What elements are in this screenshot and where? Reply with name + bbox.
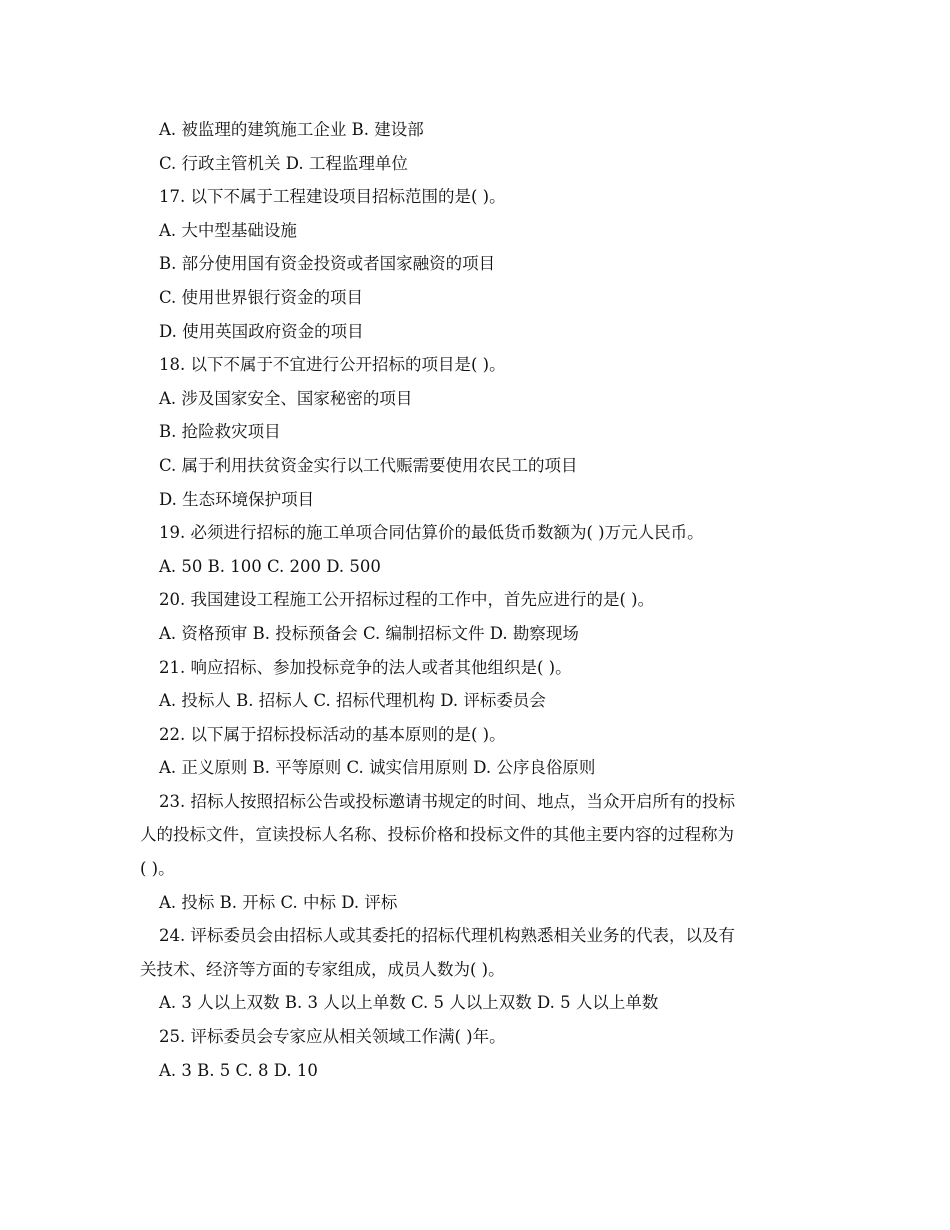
text-line: C. 属于利用扶贫资金实行以工代赈需要使用农民工的项目 <box>159 455 578 475</box>
text-line: 22. 以下属于招标投标活动的基本原则的是( )。 <box>159 724 506 744</box>
text-line: D. 使用英国政府资金的项目 <box>159 321 364 341</box>
text-line: D. 生态环境保护项目 <box>159 489 315 509</box>
text-line: 17. 以下不属于工程建设项目招标范围的是( )。 <box>159 187 506 207</box>
text-line: A. 3 B. 5 C. 8 D. 10 <box>159 1060 318 1080</box>
text-line: A. 投标人 B. 招标人 C. 招标代理机构 D. 评标委员会 <box>159 691 546 711</box>
text-line: C. 使用世界银行资金的项目 <box>159 287 364 307</box>
text-line: 20. 我国建设工程施工公开招标过程的工作中，首先应进行的是( )。 <box>159 590 655 610</box>
text-line: 人的投标文件，宣读投标人名称、投标价格和投标文件的其他主要内容的过程称为 <box>140 825 734 845</box>
text-line: A. 3 人以上双数 B. 3 人以上单数 C. 5 人以上双数 D. 5 人以上单数 <box>159 993 659 1013</box>
text-line: A. 被监理的建筑施工企业 B. 建设部 <box>159 120 424 139</box>
text-line: A. 50 B. 100 C. 200 D. 500 <box>159 556 381 576</box>
text-line: A. 投标 B. 开标 C. 中标 D. 评标 <box>159 892 398 912</box>
text-line: C. 行政主管机关 D. 工程监理单位 <box>159 153 408 173</box>
text-line: B. 部分使用国有资金投资或者国家融资的项目 <box>159 254 496 274</box>
text-line: 24. 评标委员会由招标人或其委托的招标代理机构熟悉相关业务的代表，以及有 <box>159 926 735 946</box>
text-line: 21. 响应招标、参加投标竞争的法人或者其他组织是( )。 <box>159 657 572 677</box>
text-line: 25. 评标委员会专家应从相关领域工作满( )年。 <box>159 1027 506 1047</box>
text-line: 18. 以下不属于不宜进行公开招标的项目是( )。 <box>159 355 506 375</box>
text-line: A. 涉及国家安全、国家秘密的项目 <box>159 388 413 408</box>
text-line: 23. 招标人按照招标公告或投标邀请书规定的时间、地点，当众开启所有的投标 <box>159 791 735 811</box>
text-line: ( )。 <box>140 859 175 879</box>
text-line: 19. 必须进行招标的施工单项合同估算价的最低货币数额为( )万元人民币。 <box>159 523 704 543</box>
text-line: B. 抢险救灾项目 <box>159 422 281 442</box>
text-line: A. 资格预审 B. 投标预备会 C. 编制招标文件 D. 勘察现场 <box>159 623 579 643</box>
text-line: A. 正义原则 B. 平等原则 C. 诚实信用原则 D. 公序良俗原则 <box>159 758 596 778</box>
document-body <box>140 113 820 1087</box>
text-line: A. 大中型基础设施 <box>159 220 297 240</box>
text-line: 关技术、经济等方面的专家组成，成员人数为( )。 <box>140 959 505 979</box>
